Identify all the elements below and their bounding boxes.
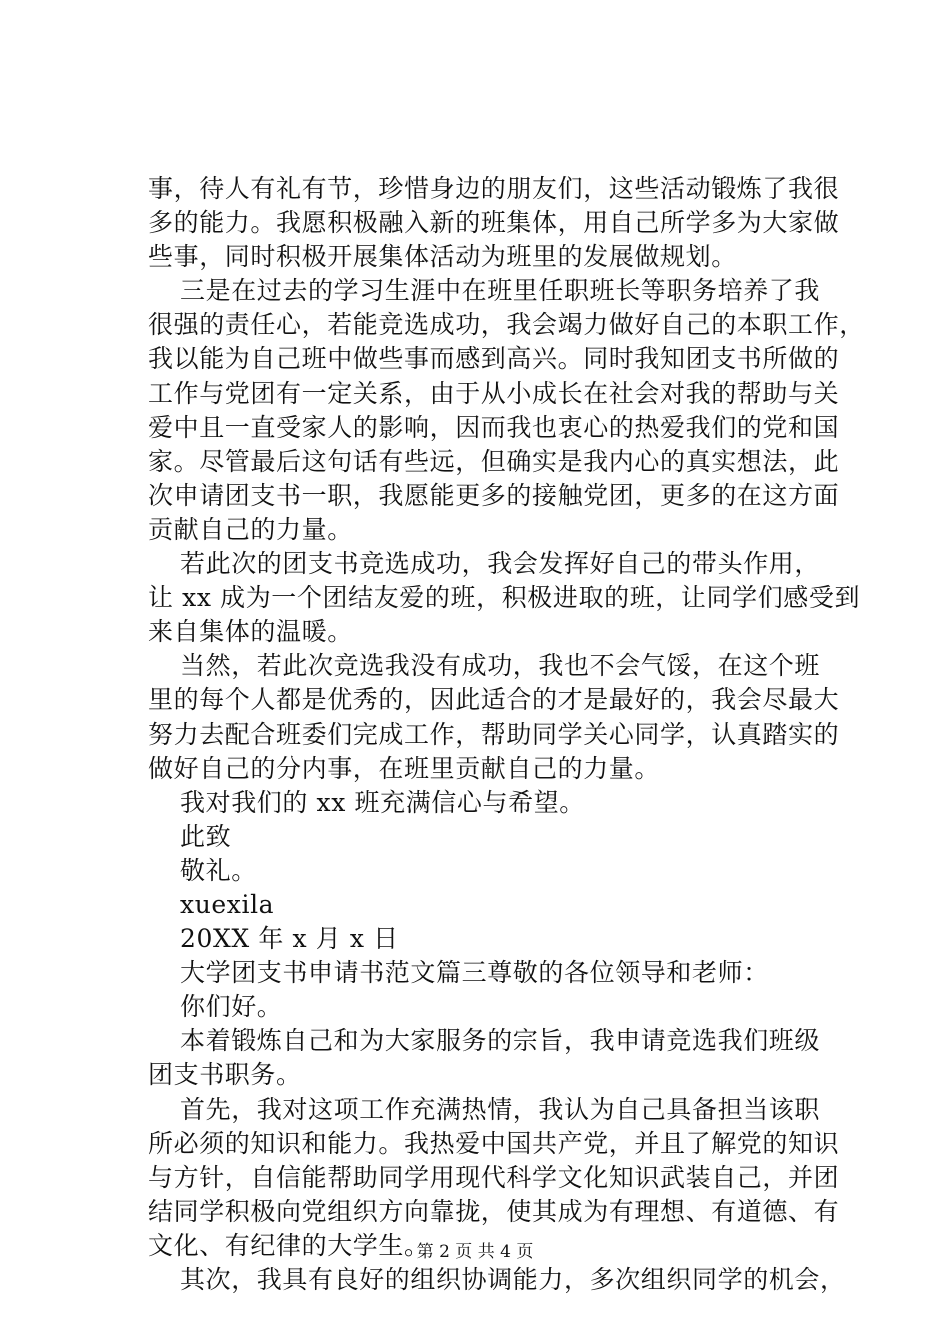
text-line: 你们好。	[180, 992, 283, 1022]
text-line: 此致	[180, 821, 232, 851]
text-line: 本着锻炼自己和为大家服务的宗旨，我申请竞选我们班级	[180, 1026, 821, 1056]
text-line: 若此次的团支书竞选成功，我会发挥好自己的带头作用，	[180, 549, 821, 579]
text-line: 所必须的知识和能力。我热爱中国共产党，并且了解党的知识	[148, 1128, 840, 1158]
text-line: 其次，我具有良好的组织协调能力，多次组织同学的机会，	[180, 1265, 846, 1294]
text-line: 与方针，自信能帮助同学用现代科学文化知识武装自己，并团	[148, 1162, 840, 1192]
text-line: 我以能为自己班中做些事而感到高兴。同时我知团支书所做的	[148, 344, 840, 374]
text-line: 让 xx 成为一个团结友爱的班，积极进取的班，让同学们感受到	[148, 583, 861, 613]
text-line: 多的能力。我愿积极融入新的班集体，用自己所学多为大家做	[148, 208, 840, 238]
page-number-footer: 第 2 页 共 4 页	[416, 1242, 534, 1262]
text-line: 些事，同时积极开展集体活动为班里的发展做规划。	[148, 242, 737, 272]
text-line: 团支书职务。	[148, 1060, 302, 1090]
text-line: 文化、有纪律的大学生。	[148, 1230, 430, 1260]
text-line: 来自集体的温暖。	[148, 617, 353, 647]
text-line: 家。尽管最后这句话有些远，但确实是我内心的真实想法，此	[148, 446, 840, 476]
text-line: 首先，我对这项工作充满热情，我认为自己具备担当该职	[180, 1094, 821, 1124]
text-line: 三是在过去的学习生涯中在班里任职班长等职务培养了我	[180, 276, 821, 306]
text-line: 我对我们的 xx 班充满信心与希望。	[180, 787, 585, 817]
text-line: 事，待人有礼有节，珍惜身边的朋友们，这些活动锻炼了我很	[148, 174, 840, 203]
text-line: 爱中且一直受家人的影响，因而我也衷心的热爱我们的党和国	[148, 412, 840, 442]
document-body	[148, 172, 865, 1297]
text-line: 敬礼。	[180, 855, 257, 885]
text-line: 努力去配合班委们完成工作，帮助同学关心同学，认真踏实的	[148, 719, 840, 749]
text-line: 里的每个人都是优秀的，因此适合的才是最好的，我会尽最大	[148, 685, 840, 715]
text-line: 工作与党团有一定关系，由于从小成长在社会对我的帮助与关	[148, 378, 840, 408]
text-line: xuexila	[180, 889, 275, 919]
text-line: 很强的责任心，若能竞选成功，我会竭力做好自己的本职工作，	[148, 310, 865, 340]
text-line: 当然，若此次竞选我没有成功，我也不会气馁，在这个班	[180, 651, 821, 681]
text-line: 结同学积极向党组织方向靠拢，使其成为有理想、有道德、有	[148, 1196, 840, 1226]
text-line: 做好自己的分内事，在班里贡献自己的力量。	[148, 753, 661, 783]
text-line: 20XX 年 x 月 x 日	[180, 924, 399, 954]
text-line: 贡献自己的力量。	[148, 514, 353, 544]
text-line: 大学团支书申请书范文篇三尊敬的各位领导和老师：	[180, 958, 769, 988]
text-line: 次申请团支书一职，我愿能更多的接触党团，更多的在这方面	[148, 480, 840, 510]
